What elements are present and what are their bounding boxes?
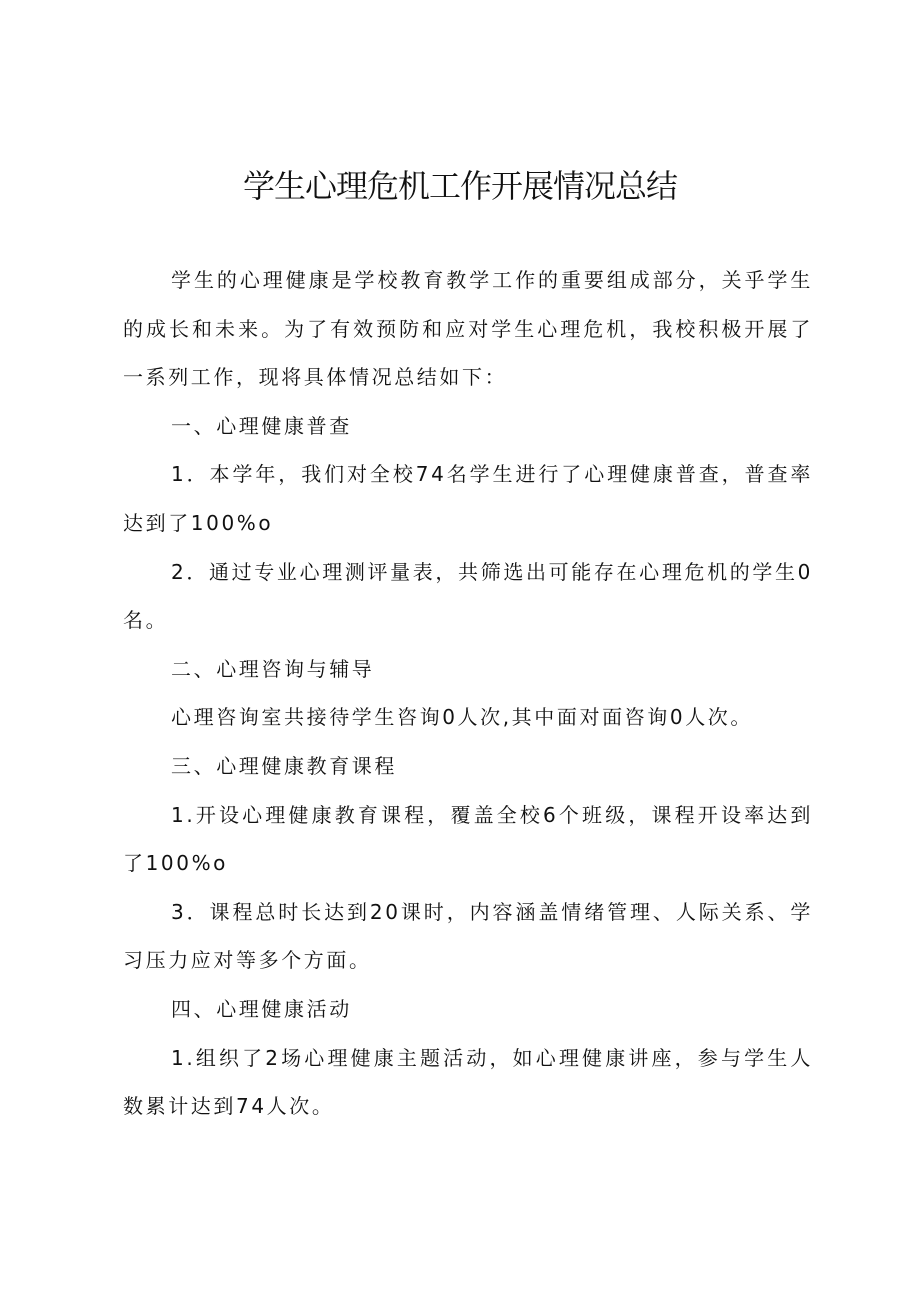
document-title: 学生心理危机工作开展情况总结 bbox=[242, 167, 677, 205]
survey-item-1: 1．本学年，我们对全校74名学生进行了心理健康普查，普查率达到了100%o bbox=[123, 462, 813, 535]
courses-item-1: 1.开设心理健康教育课程，覆盖全校6个班级，课程开设率达到了100%o bbox=[123, 802, 813, 876]
section-heading-counseling: 二、心理咨询与辅导 bbox=[171, 656, 375, 681]
survey-item-2: 2．通过专业心理测评量表，共筛选出可能存在心理危机的学生0名。 bbox=[123, 559, 813, 633]
counseling-paragraph: 心理咨询室共接待学生咨询0人次,其中面对面咨询0人次。 bbox=[171, 705, 754, 730]
activities-item-1: 1.组织了2场心理健康主题活动，如心理健康讲座，参与学生人数累计达到74人次。 bbox=[123, 1045, 813, 1119]
section-heading-survey: 一、心理健康普查 bbox=[171, 413, 352, 438]
document-body bbox=[123, 256, 813, 1131]
section-heading-activities: 四、心理健康活动 bbox=[171, 996, 352, 1021]
section-heading-courses: 三、心理健康教育课程 bbox=[171, 753, 397, 778]
intro-paragraph: 学生的心理健康是学校教育教学工作的重要组成部分，关乎学生的成长和未来。为了有效预防和应对学生心理危机，我校积极开展了一系列工作，现将具体情况总结如下： bbox=[123, 268, 813, 390]
courses-item-3: 3．课程总时长达到20课时，内容涵盖情绪管理、人际关系、学习压力应对等多个方面。 bbox=[123, 899, 813, 973]
